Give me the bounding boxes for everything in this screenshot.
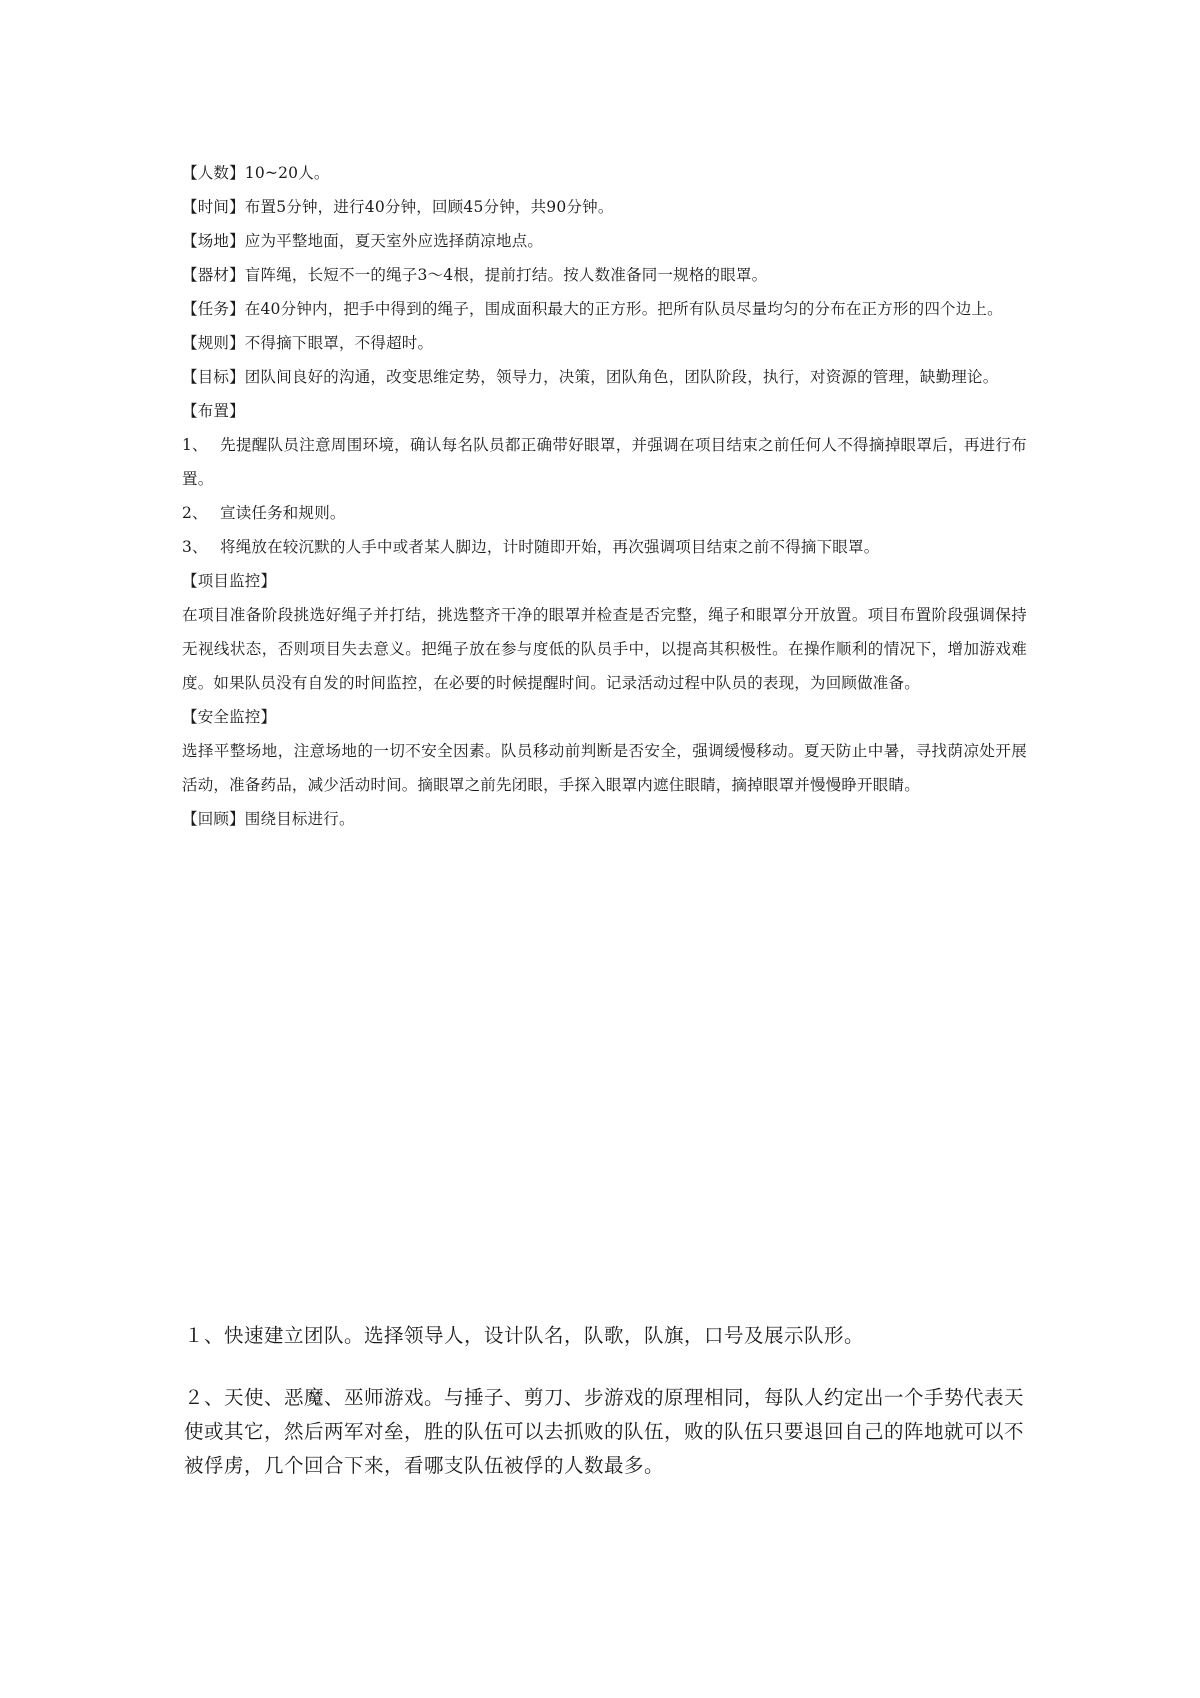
setup-item-number: 3、 (182, 538, 208, 556)
monitor-text: 在项目准备阶段挑选好绳子并打结，挑选整齐干净的眼罩并检查是否完整，绳子和眼罩分开放置。项目布置阶段强调保持无视线状态，否则项目失去意义。把绳子放在参与度低的队员手中，以提高其积极性。在操作顺利的情况下，增加游戏难度。如果队员没有自发的时间监控，在必要的时候提醒时间。记录活动过程中队员的表现，为回顾做准备。 (182, 606, 1027, 692)
goals: 【目标】团队间良好的沟通，改变思维定势，领导力，决策，团队角色，团队阶段，执行，对资源的管理，缺勤理论。 (182, 368, 999, 386)
rules: 【规则】不得摘下眼罩，不得超时。 (182, 334, 434, 352)
safety-text: 选择平整场地，注意场地的一切不安全因素。队员移动前判断是否安全，强调缓慢移动。夏天防止中暑，寻找荫凉处开展活动，准备药品，减少活动时间。摘眼罩之前先闭眼，手探入眼罩内遮住眼睛，摘掉眼罩并慢慢睁开眼睛。 (182, 742, 1027, 794)
setup-item-text: 先提醒队员注意周围环境，确认每名队员都正确带好眼罩，并强调在项目结束之前任何人不得摘掉眼罩后，再进行布置。 (182, 436, 1027, 488)
safety-heading: 【安全监控】 (182, 708, 277, 726)
activity-description (182, 156, 1027, 836)
task: 【任务】在40分钟内，把手中得到的绳子，围成面积最大的正方形。把所有队员尽量均匀的分布在正方形的四个边上。 (182, 300, 1003, 318)
setup-item (182, 428, 1027, 496)
setup-item-number: 2、 (182, 504, 208, 522)
setup-item (182, 530, 1027, 564)
setup-item (182, 496, 1027, 530)
setup-heading: 【布置】 (182, 402, 245, 420)
game-item-2: ２、天使、恶魔、巫师游戏。与捶子、剪刀、步游戏的原理相同，每队人约定出一个手势代表天使或其它，然后两军对垒，胜的队伍可以去抓败的队伍，败的队伍只要退回自己的阵地就可以不被俘虏，几个回合下来，看哪支队伍被俘的人数最多。 (184, 1386, 1025, 1477)
equipment: 【器材】盲阵绳，长短不一的绳子3～4根，提前打结。按人数准备同一规格的眼罩。 (182, 266, 768, 284)
review: 【回顾】围绕目标进行。 (182, 810, 355, 828)
game-item-1: １、快速建立团队。选择领导人，设计队名，队歌，队旗，口号及展示队形。 (184, 1324, 865, 1347)
monitor-heading: 【项目监控】 (182, 572, 277, 590)
time-allocation: 【时间】布置5分钟，进行40分钟，回顾45分钟，共90分钟。 (182, 198, 614, 216)
venue: 【场地】应为平整地面，夏天室外应选择荫凉地点。 (182, 232, 544, 250)
game-list (184, 1319, 1024, 1511)
people-count: 【人数】10~20人。 (182, 164, 330, 182)
setup-item-text: 宣读任务和规则。 (220, 504, 346, 522)
setup-item-text: 将绳放在较沉默的人手中或者某人脚边，计时随即开始，再次强调项目结束之前不得摘下眼罩。 (220, 538, 880, 556)
setup-item-number: 1、 (182, 436, 208, 454)
